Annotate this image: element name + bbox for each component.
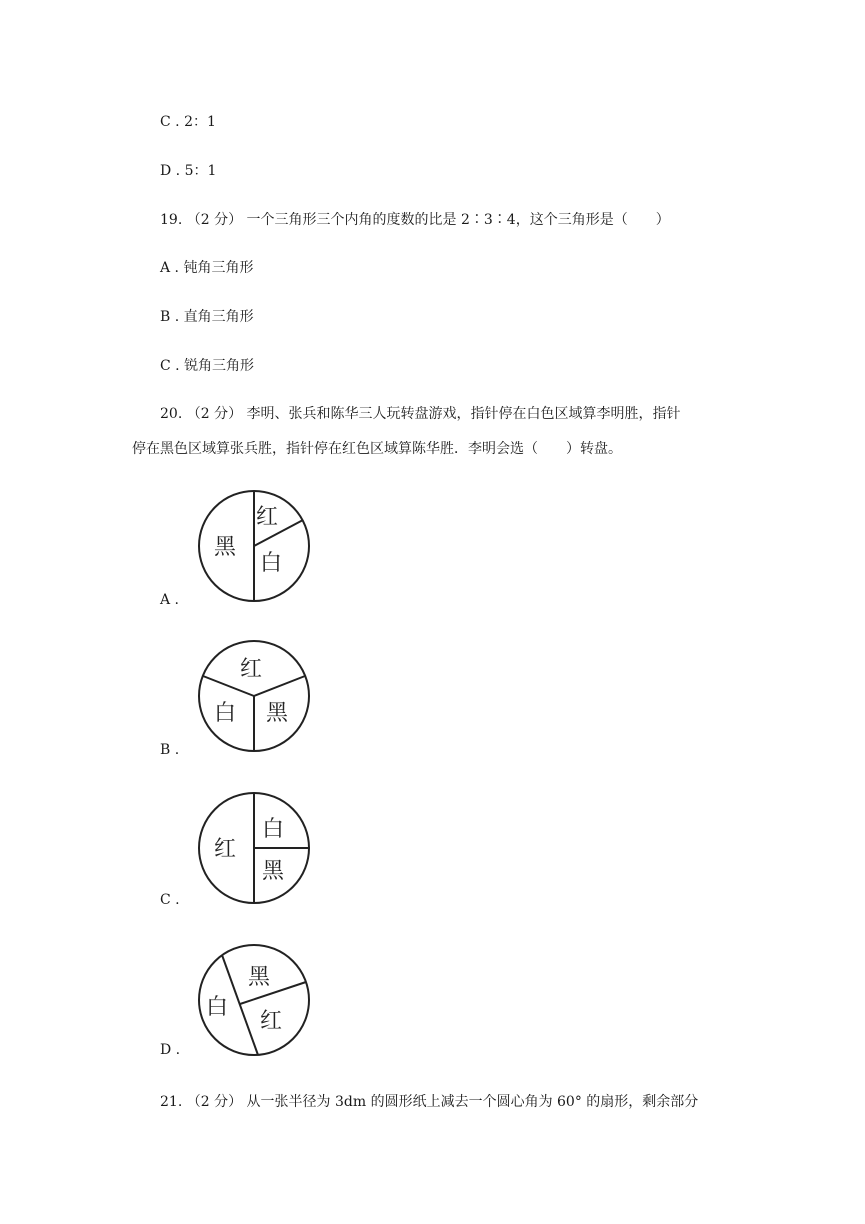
question-21: 21. （2 分） 从一张半径为 3dm 的圆形纸上减去一个圆心角为 60° 的扇形，剩余部分 (160, 1094, 699, 1110)
q20-option-a-label: A . (160, 592, 180, 608)
spinner-c-black-label: 黑 (262, 859, 285, 884)
question-19: 19. （2 分） 一个三角形三个内角的度数的比是 2∶3∶4，这个三角形是（ ） (160, 212, 670, 228)
spinner-d (196, 942, 312, 1062)
q19-option-c: C . 锐角三角形 (160, 358, 255, 374)
spinner-d-black-label: 黑 (248, 965, 271, 990)
question-20-line2: 停在黑色区域算张兵胜，指针停在红色区域算陈华胜．李明会选（ ）转盘。 (132, 441, 622, 457)
q20-option-c-label: C . (160, 892, 180, 908)
q19-option-a: A . 钝角三角形 (160, 260, 254, 276)
option-c-prev: C . 2：1 (160, 114, 216, 130)
q20-option-d-label: D . (160, 1042, 181, 1058)
spinner-c-white-label: 白 (262, 817, 285, 842)
spinner-d-red-label: 红 (260, 1009, 283, 1034)
q19-option-b: B . 直角三角形 (160, 309, 254, 325)
q20-option-b-label: B . (160, 742, 180, 758)
question-20-line1: 20. （2 分） 李明、张兵和陈华三人玩转盘游戏，指针停在白色区域算李明胜，指针 (160, 406, 681, 422)
spinner-a (196, 488, 312, 608)
spinner-b-white-label: 白 (214, 701, 237, 726)
spinner-b-black-label: 黑 (266, 701, 289, 726)
spinner-a-white-label: 白 (260, 551, 283, 576)
spinner-b-red-label: 红 (240, 657, 263, 682)
spinner-d-white-label: 白 (206, 995, 229, 1020)
option-d-prev: D . 5：1 (160, 163, 217, 179)
spinner-c-red-label: 红 (214, 837, 237, 862)
spinner-a-red-label: 红 (256, 505, 279, 530)
spinner-a-black-label: 黑 (214, 535, 237, 560)
spinner-c (196, 790, 312, 910)
spinner-b (196, 638, 312, 758)
